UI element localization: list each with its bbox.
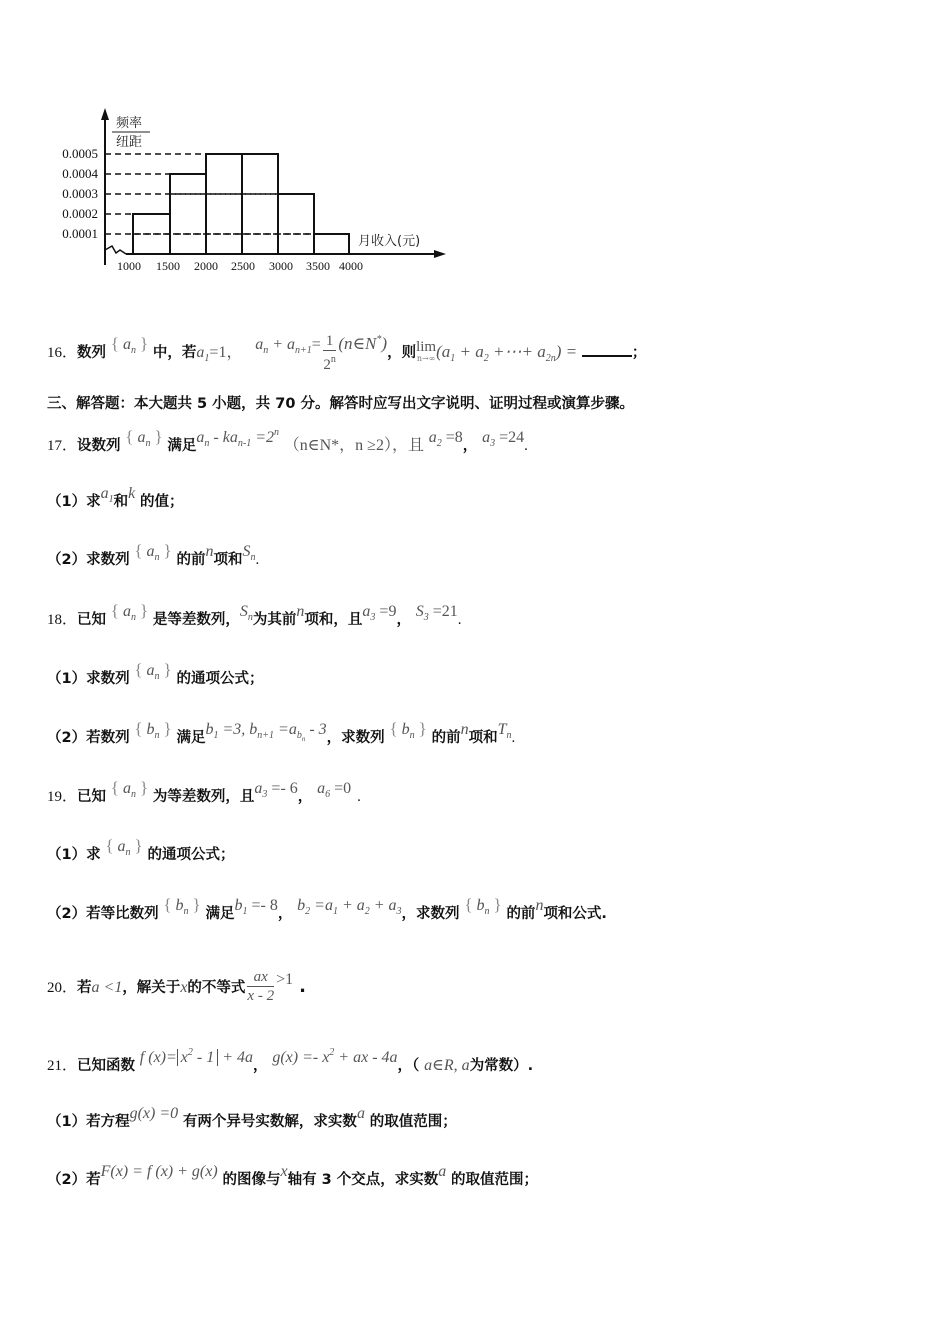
ytick-label: 0.0001 xyxy=(62,226,98,241)
xlabel: 月收入(元) xyxy=(358,234,421,249)
question-18-part-2: （2）若数列 { $b_n$ } 满足$b_1 =3$, $b_{n+1} =a_{b_n} - 3$，求数列 { $b_n$ } 的前n项和$T_n$. xyxy=(47,719,516,746)
question-21: 21．已知函数 f $(x)= x^2 - 1 + 4a$， $g(x) =- x^2$ + ax - 4a，（ a∈R, a为常数）. xyxy=(47,1047,534,1074)
question-18: 18．已知 { $a_n$ } 是等差数列，$S_n$为其前n项和，且$a_3 =9$， $S_3 =21$. xyxy=(47,601,462,628)
question-16: 16．数列 { $a_n$ } 中，若$a_1=1$， $a_n + a_{n+1}=$ $\frac{1}{2^n}$ (n∈N*)，则 lim n→∞ ($a_1 + a_2$ +⋯+ $a_{2n}$) = ； xyxy=(47,333,647,373)
histogram-svg xyxy=(40,100,460,280)
xtick-label: 1500 xyxy=(156,259,180,273)
section-header: 三、解答题：本大题共 5 小题，共 70 分。解答时应写出文字说明、证明过程或演算步骤。 xyxy=(47,396,634,412)
question-21-part-2: （2）若F(x) = f (x) + g(x) 的图像与x轴有 3 个交点，求实数a 的取值范围； xyxy=(47,1163,539,1188)
question-19: 19．已知 { $a_n$ } 为等差数列，且$a_3 =- 6$， $a_6 =0$ . xyxy=(47,778,361,805)
ytick-label: 0.0002 xyxy=(62,206,98,221)
xtick-label: 2500 xyxy=(231,259,255,273)
xtick-label: 3500 xyxy=(306,259,330,273)
question-17-part-2: （2）求数列 { $a_n$ } 的前n项和$S_n$. xyxy=(47,541,260,568)
question-20: 20．若a <1，解关于x的不等式 $\frac{ax}{x - 2}$ >1 . xyxy=(47,969,306,1004)
xtick-label: 3000 xyxy=(269,259,293,273)
question-17-part-1: （1）求$a_1$和k 的值； xyxy=(47,485,184,510)
question-18-part-1: （1）求数列 { $a_n$ } 的通项公式； xyxy=(47,660,264,687)
xtick-label: 1000 xyxy=(117,259,141,273)
question-19-part-2: （2）若等比数列 { $b_n$ } 满足$b_1 =- 8$， $b_2 =a_1 + a_2 + a_3$，求数列 { $b_n$ } 的前n项和公式. xyxy=(47,895,607,922)
answer-blank[interactable] xyxy=(582,341,632,357)
ytick-label: 0.0003 xyxy=(62,186,98,201)
ytick-label: 0.0005 xyxy=(62,146,98,161)
xtick-label: 2000 xyxy=(194,259,218,273)
xtick-label: 4000 xyxy=(339,259,363,273)
question-21-part-1: （1）若方程g(x) =0 有两个异号实数解，求实数a 的取值范围； xyxy=(47,1105,457,1130)
ytick-label: 0.0004 xyxy=(62,166,98,181)
question-17: 17．设数列 { $a_n$ } 满足$a_n - ka_{n-1} =2^n$ （n∈N*，n ≥2），且 $a_2 =8$， $a_3 =24$. xyxy=(47,427,528,454)
y-axis-arrow-icon xyxy=(101,108,109,120)
ylabel-numerator: 频率 xyxy=(116,116,143,131)
question-19-part-1: （1）求 { $a_n$ } 的通项公式； xyxy=(47,836,235,863)
ylabel-denominator: 纽距 xyxy=(116,135,143,150)
income-histogram xyxy=(40,100,460,280)
x-axis-arrow-icon xyxy=(434,250,446,258)
